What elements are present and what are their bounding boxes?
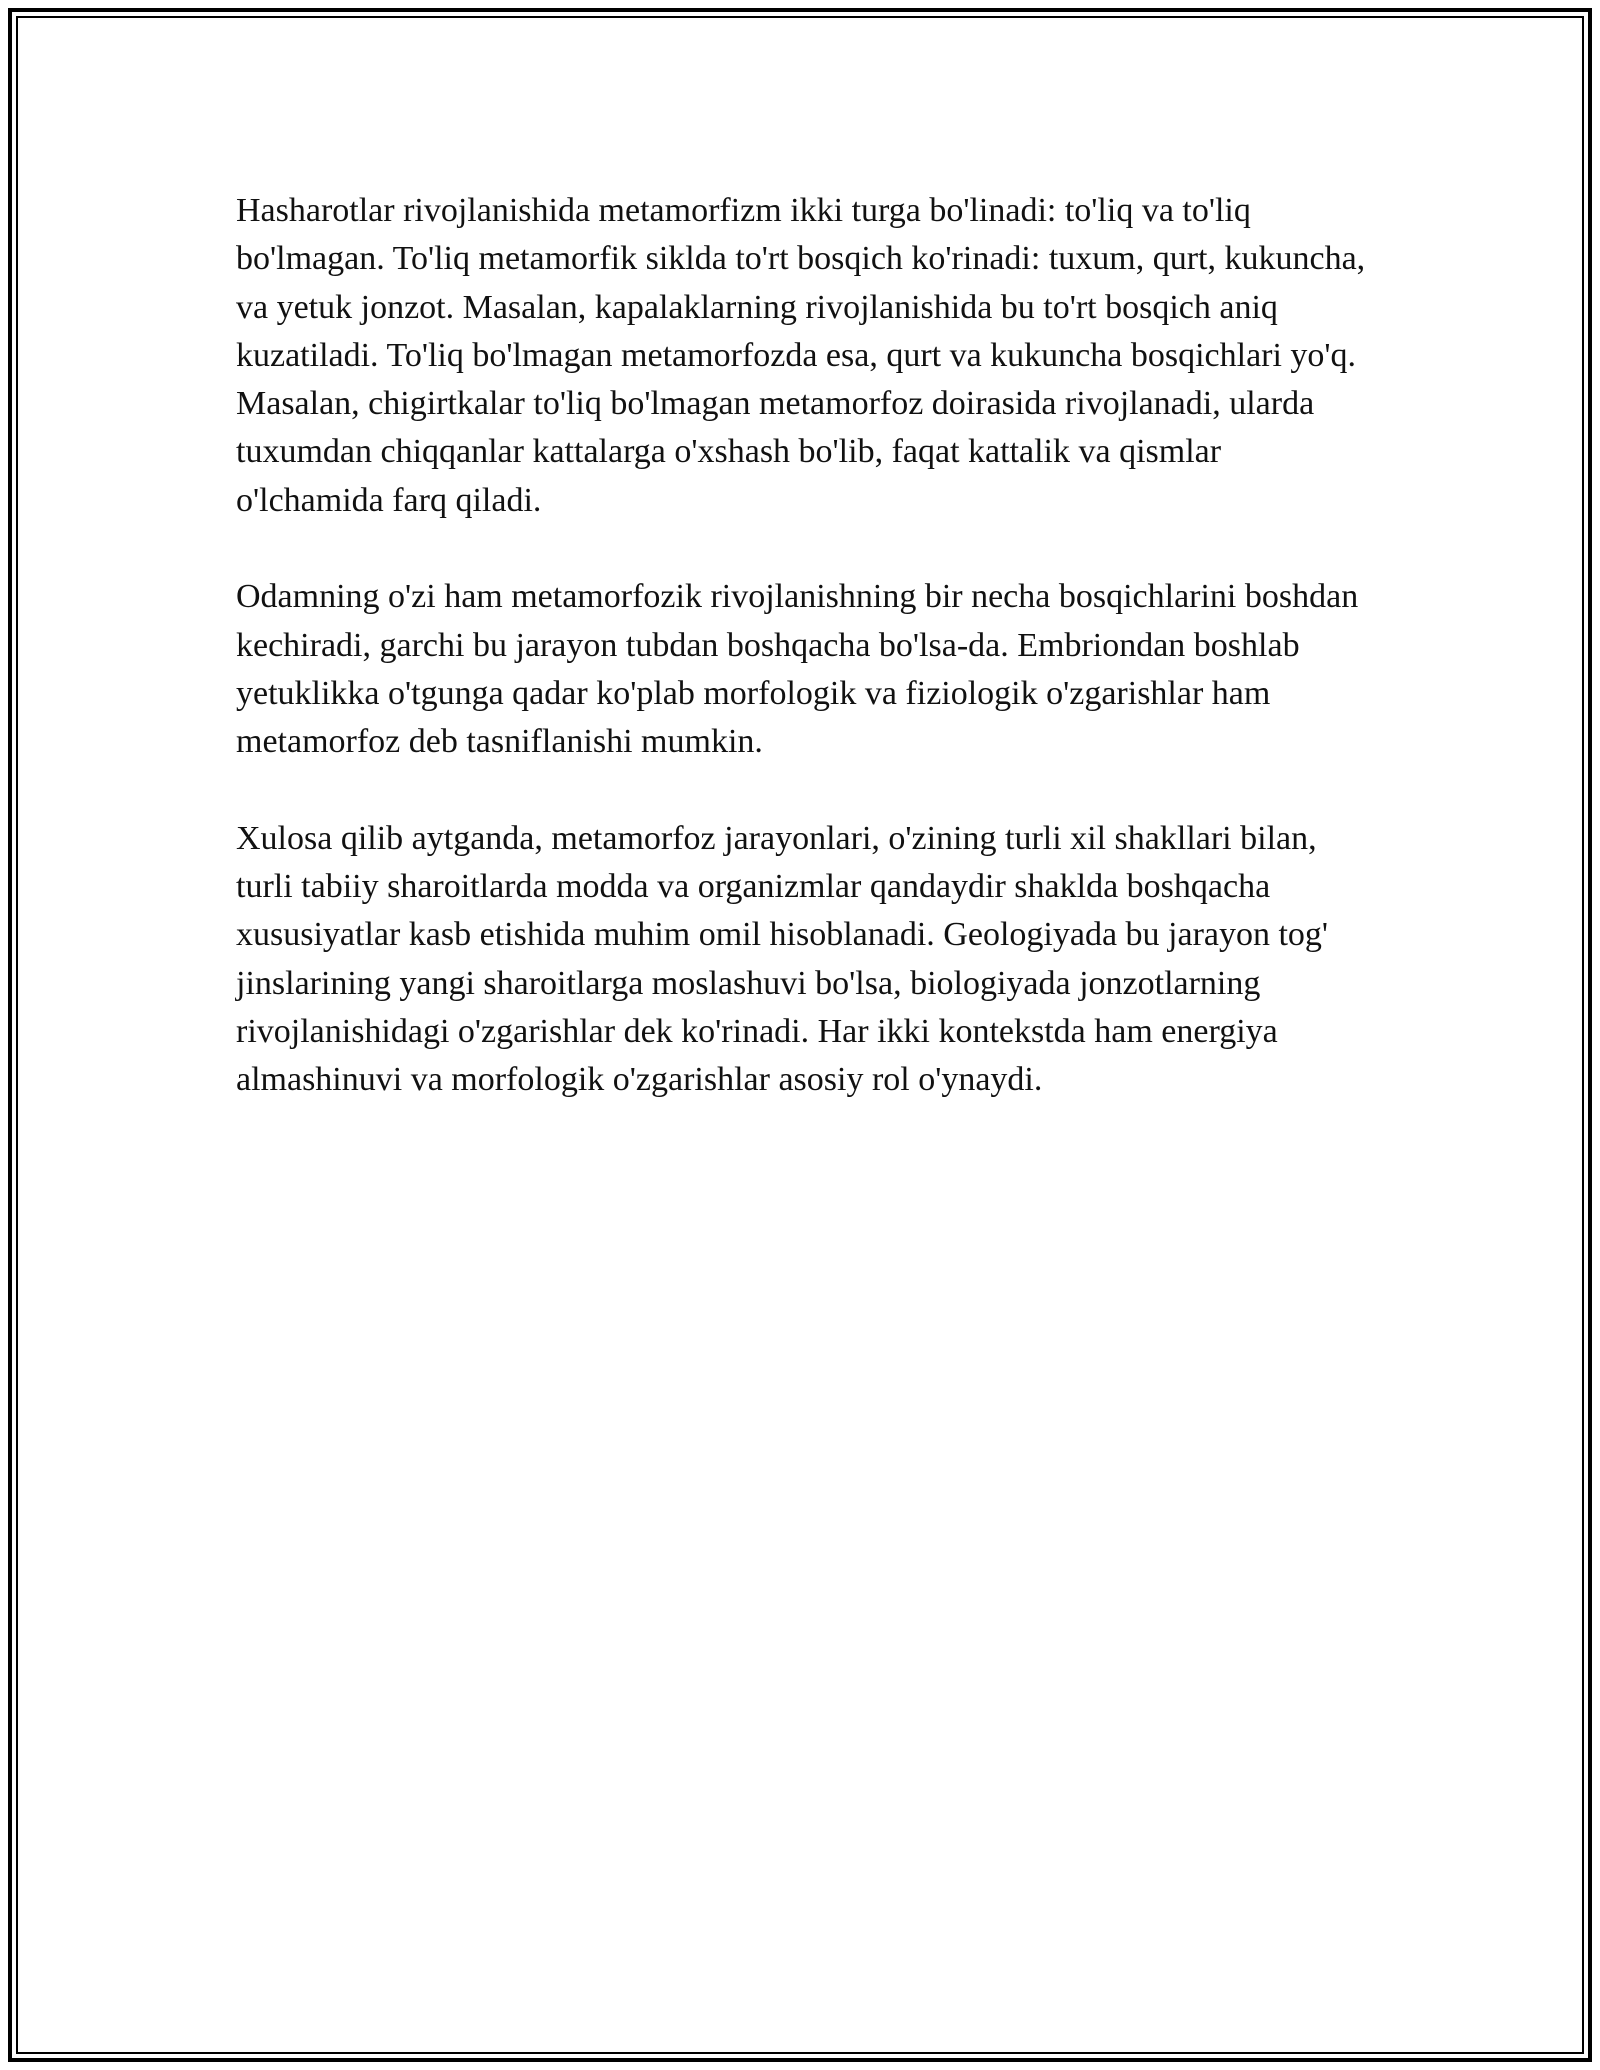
document-body <box>236 187 1366 1153</box>
paragraph-insect-metamorphosis: Hasharotlar rivojlanishida metamorfizm ikki turga bo'linadi: to'liq va to'liq bo'lmagan. To'liq metamorfik siklda to'rt bosqich ko'rinadi: tuxum, qurt, kukuncha, va yetuk jonzot. Masalan, kapalaklarning rivojlanishida bu to'rt bosqich aniq kuzatiladi. To'liq bo'lmagan metamorfozda esa, qurt va kukuncha bosqichlari yo'q. Masalan, chigirtkalar to'liq bo'lmagan metamorfoz doirasida rivojlanadi, ularda tuxumdan chiqqanlar kattalarga o'xshash bo'lib, faqat kattalik va qismlar o'lchamida farq qiladi. <box>236 192 1366 519</box>
paragraph-conclusion: Xulosa qilib aytganda, metamorfoz jarayonlari, o'zining turli xil shakllari bilan, turli tabiiy sharoitlarda modda va organizmlar qandaydir shaklda boshqacha xususiyatlar kasb etishida muhim omil hisoblanadi. Geologiyada bu jarayon tog' jinslarining yangi sharoitlarga moslashuvi bo'lsa, biologiyada jonzotlarning rivojlanishidagi o'zgarishlar dek ko'rinadi. Har ikki kontekstda ham energiya almashinuvi va morfologik o'zgarishlar asosiy rol o'ynaydi. <box>236 819 1329 1099</box>
paragraph-human-development: Odamning o'zi ham metamorfozik rivojlanishning bir necha bosqichlarini boshdan kechiradi, garchi bu jarayon tubdan boshqacha bo'lsa-da. Embriondan boshlab yetuklikka o'tgunga qadar ko'plab morfologik va fiziologik o'zgarishlar ham metamorfoz deb tasniflanishi mumkin. <box>236 578 1359 761</box>
